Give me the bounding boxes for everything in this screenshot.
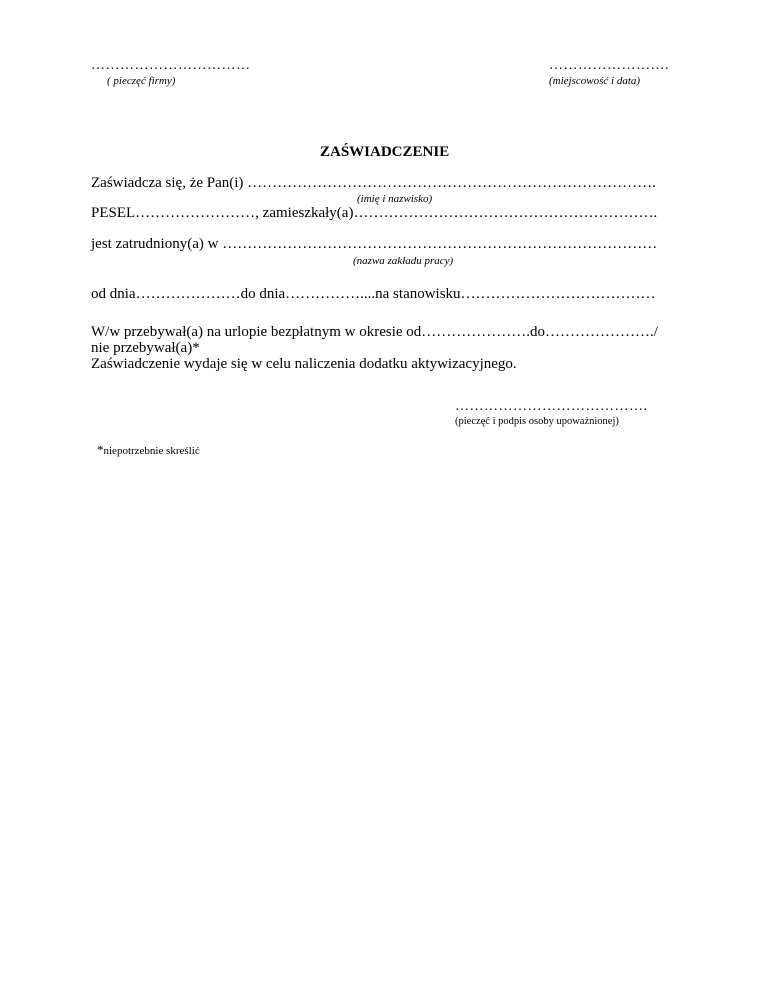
pesel-address-line: PESEL……………………, zamieszkały(a)…………………………………………………….	[91, 205, 658, 221]
employer-caption: (nazwa zakładu pracy)	[353, 255, 454, 267]
footnote	[97, 441, 200, 459]
document-title: ZAŚWIADCZENIE	[320, 144, 450, 160]
place-date-caption: (miejscowość i data)	[549, 75, 641, 87]
footnote-text: niepotrzebnie skreślić	[103, 445, 200, 457]
unpaid-leave-line: W/w przebywał(a) na urlopie bezpłatnym w okresie od………………….do…………………./	[91, 324, 658, 340]
signature-line: ………………………………….	[455, 399, 648, 414]
footnote-asterisk: *	[97, 442, 104, 457]
not-on-leave-line: nie przebywał(a)*	[91, 340, 200, 356]
name-line: Zaświadcza się, że Pan(i) ……………………………………………………………………….	[91, 175, 656, 191]
employer-line: jest zatrudniony(a) w ……………………………………………………………………………	[91, 236, 658, 252]
purpose-line: Zaświadczenie wydaje się w celu naliczenia dodatku aktywizacyjnego.	[91, 356, 517, 372]
employment-period-line: od dnia…………………do dnia……………....na stanowisku…………………………………	[91, 286, 656, 302]
company-stamp-line: ……………………………	[91, 58, 251, 73]
place-date-line: …………………….	[549, 58, 669, 73]
signature-caption: (pieczęć i podpis osoby upoważnionej)	[455, 416, 619, 427]
company-stamp-caption: ( pieczęć firmy)	[107, 75, 176, 87]
name-caption: (imię i nazwisko)	[357, 193, 433, 205]
